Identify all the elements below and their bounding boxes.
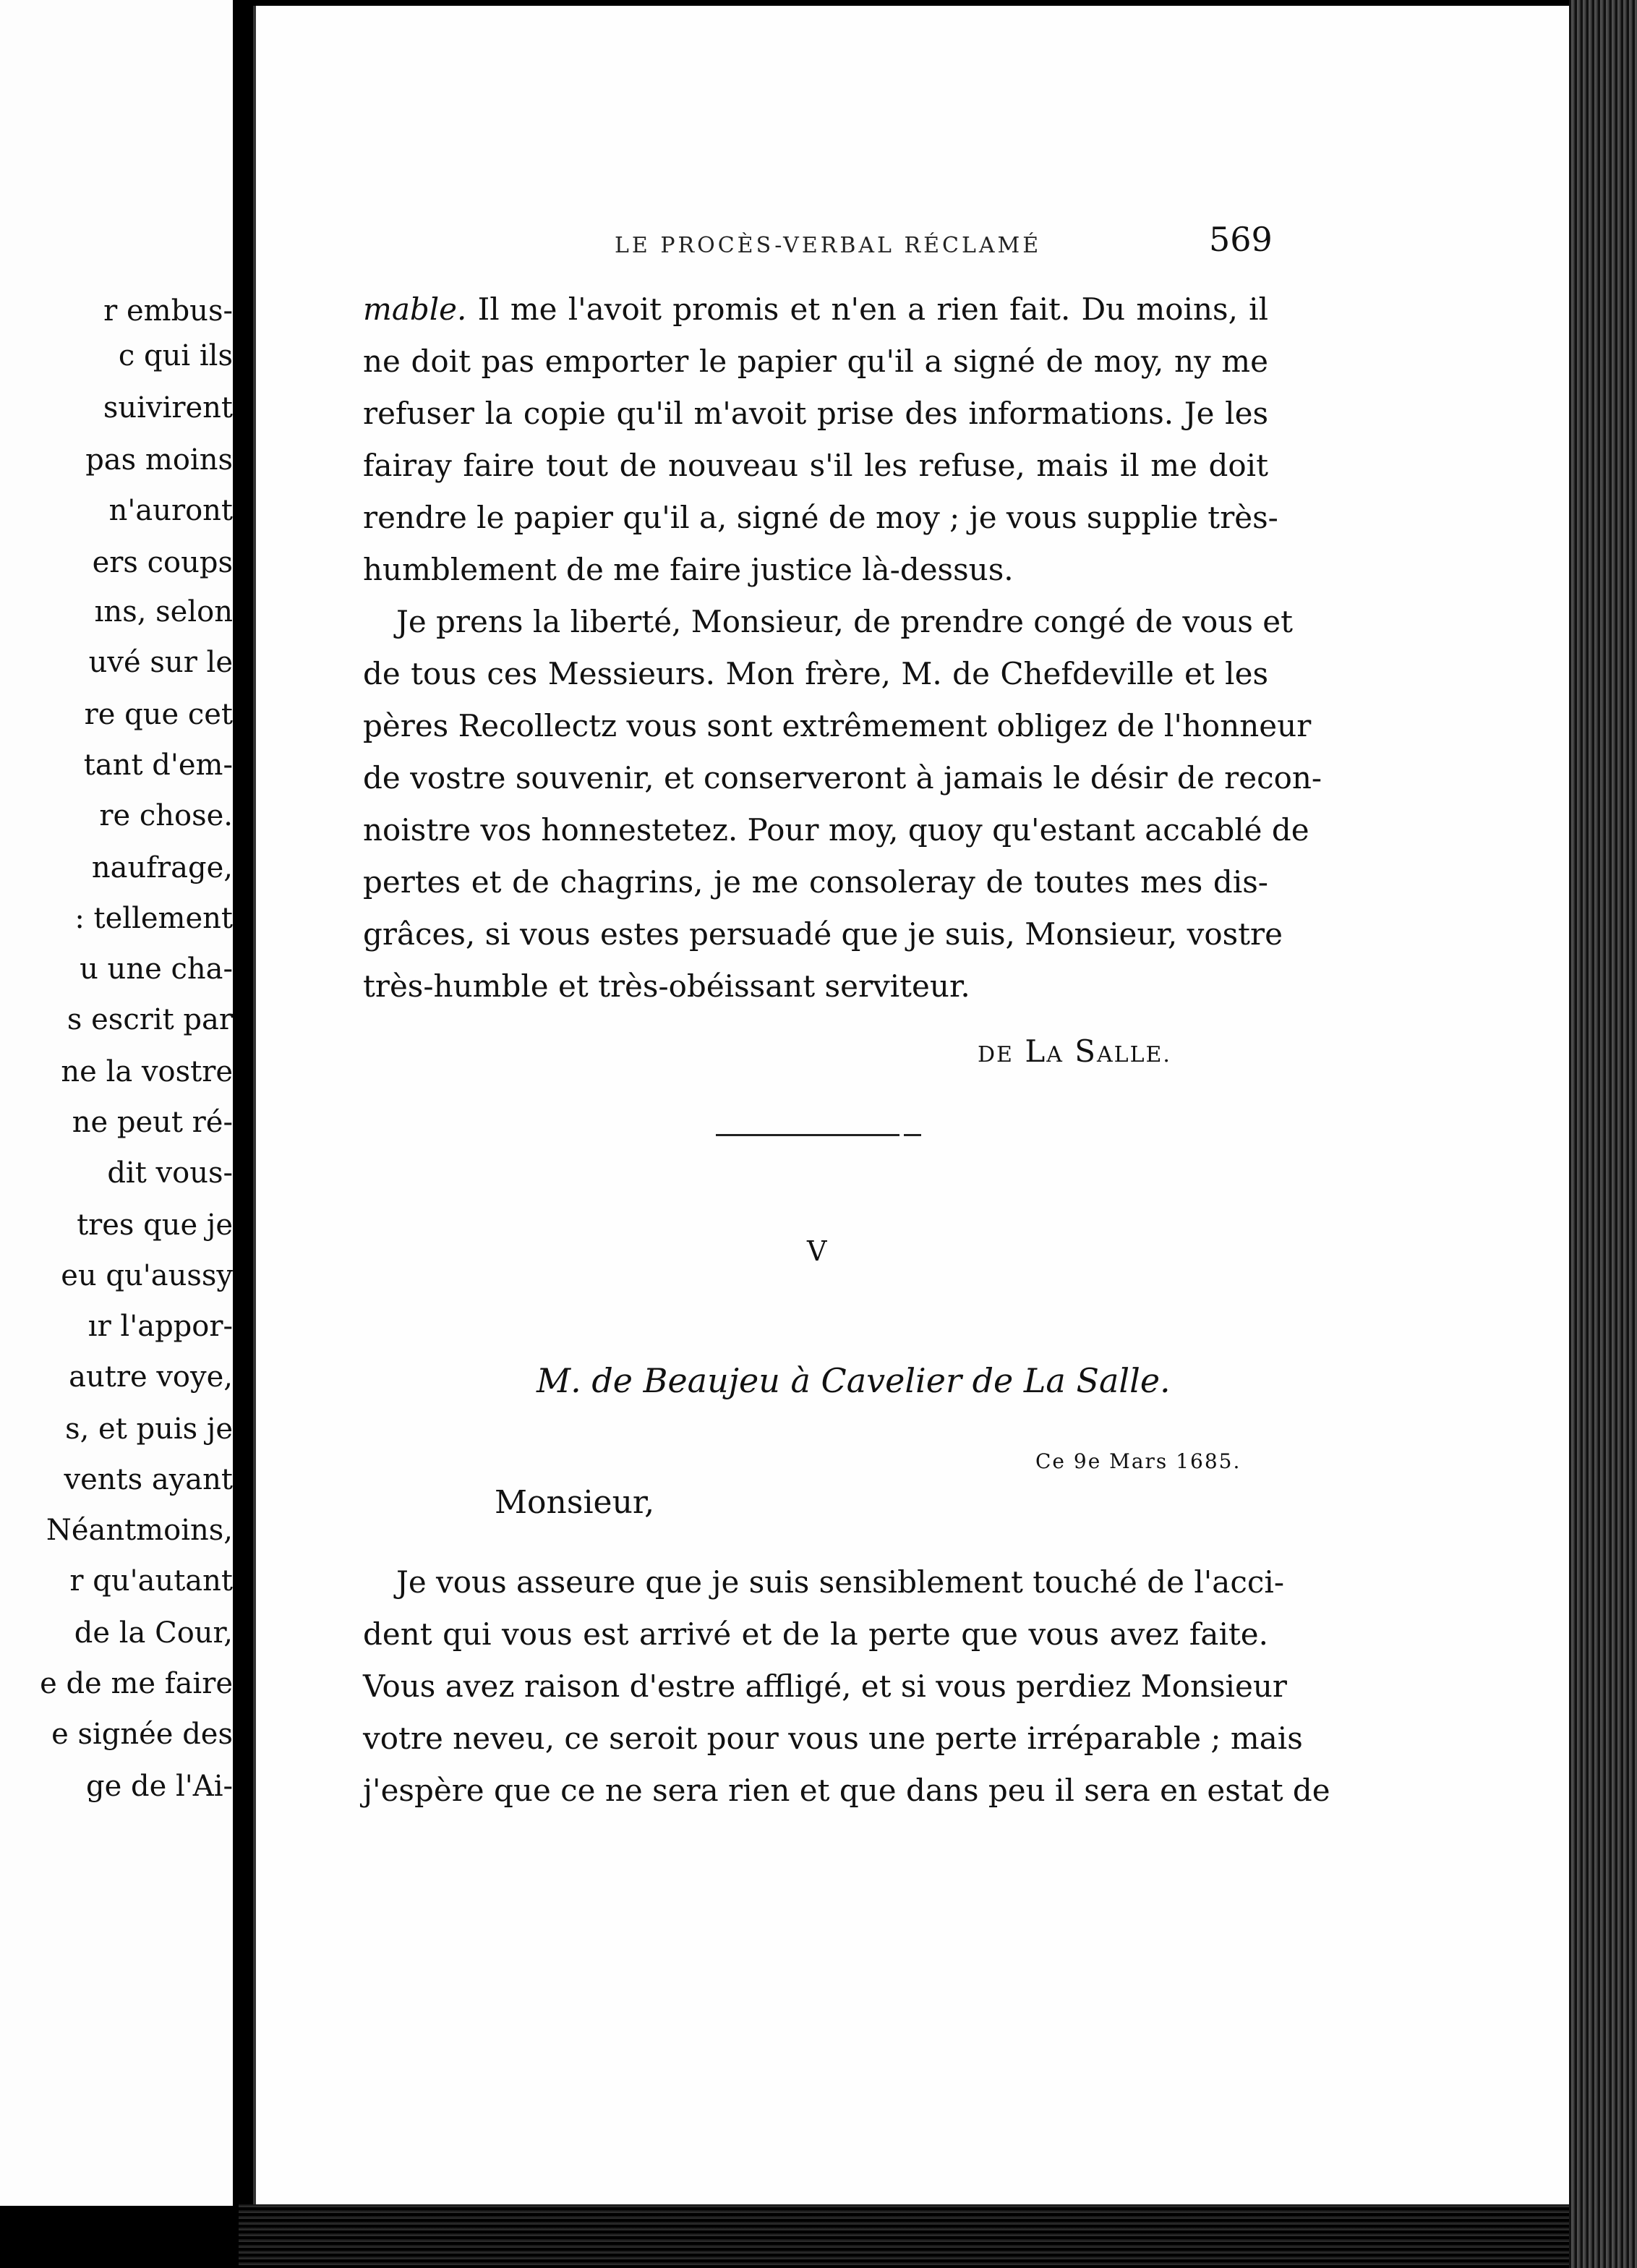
body-line: Je vous asseure que je suis sensiblement touché de l'acci- [396,1564,1285,1600]
body-line: grâces, si vous estes persuadé que je suis, Monsieur, vostre [363,916,1283,952]
letter-date: Ce 9e Mars 1685. [1035,1449,1241,1473]
left-page-line: eu qu'aussy [61,1259,233,1292]
body-line: pères Recollectz vous sont extrêmement obligez de l'honneur [363,708,1312,743]
body-line: j'espère que ce ne sera rien et que dans peu il sera en estat de [363,1773,1330,1808]
left-page-line: r qu'autant [69,1564,233,1598]
left-page-line: e signée des [51,1718,233,1751]
book-gutter [233,0,253,2268]
left-page-line: ne peut ré- [72,1106,233,1139]
left-page-line: ne la vostre [61,1055,233,1088]
left-page-line: re chose. [99,799,233,832]
left-page-line: de la Cour, [74,1616,233,1650]
body-line [363,284,1268,336]
left-page-line: naufrage, [91,851,233,884]
left-page-line: ır l'appor- [87,1310,233,1343]
body-line: pertes et de chagrins, je me consoleray de toutes mes dis- [363,864,1268,900]
left-page-line: autre voye, [69,1360,233,1394]
left-page-line: re que cet [84,698,233,731]
left-page-line: ge de l'Ai- [86,1770,233,1803]
body-line: de vostre souvenir, et conserveront à jamais le désir de recon- [363,760,1322,796]
body-line: votre neveu, ce seroit pour vous une perte irréparable ; mais [363,1721,1303,1756]
body-line: ne doit pas emporter le papier qu'il a signé de moy, ny me [363,344,1268,379]
italic-word: mable. [363,291,467,327]
left-page-line: ıns, selon [94,595,233,628]
letter-title: M. de Beaujeu à Cavelier de La Salle. [537,1361,1171,1400]
salutation: Monsieur, [495,1484,655,1521]
left-page-line: s escrit par [67,1003,233,1036]
left-page-line: dit vous- [107,1156,233,1190]
body-line: très-humble et très-obéissant serviteur. [363,968,970,1004]
body-line-text: Il me l'avoit promis et n'en a rien fait. Du moins, il [466,291,1268,327]
page-edges-bottom [239,2204,1569,2268]
left-page-line: s, et puis je [65,1412,233,1446]
left-page-line: suivirent [103,391,233,425]
body-line: noistre vos honnestetez. Pour moy, quoy qu'estant accablé de [363,812,1309,848]
body-line: rendre le papier qu'il a, signé de moy ; je vous supplie très- [363,500,1278,535]
section-numeral: V [807,1235,827,1267]
left-page-line: vents ayant [64,1463,233,1496]
left-page-line: r embus- [103,294,233,328]
signature: DE LA SALLE. [978,1033,1171,1069]
left-page-line: Néantmoins, [46,1514,233,1547]
body-line: humblement de me faire justice là-dessus. [363,552,1014,587]
left-page-line: c qui ils [118,339,233,372]
left-facing-page [0,0,233,2206]
body-line: de tous ces Messieurs. Mon frère, M. de Chefdeville et les [363,656,1268,691]
left-page-line: tant d'em- [83,749,233,782]
page-number: 569 [1209,220,1273,259]
body-line: fairay faire tout de nouveau s'il les refuse, mais il me doit [363,448,1268,483]
left-page-line: n'auront [108,494,233,527]
left-page-line: ers coups [92,546,233,579]
body-line: dent qui vous est arrivé et de la perte que vous avez faite. [363,1616,1268,1652]
section-separator [716,1134,921,1136]
page-edges-right [1569,0,1637,2268]
body-line: Vous avez raison d'estre affligé, et si vous perdiez Monsieur [363,1668,1287,1704]
body-line: Je prens la liberté, Monsieur, de prendre congé de vous et [396,604,1294,639]
left-page-line: tres que je [77,1208,233,1242]
separator-dash [904,1134,921,1136]
left-page-line: u une cha- [80,952,233,986]
left-page-line: pas moins [85,443,233,477]
left-page-line: e de me faire [40,1667,233,1700]
running-head: LE PROCÈS-VERBAL RÉCLAMÉ [615,233,1042,258]
left-page-line: : tellement [74,902,233,935]
left-page-line: uvé sur le [88,646,233,679]
body-line: refuser la copie qu'il m'avoit prise des informations. Je les [363,396,1268,431]
